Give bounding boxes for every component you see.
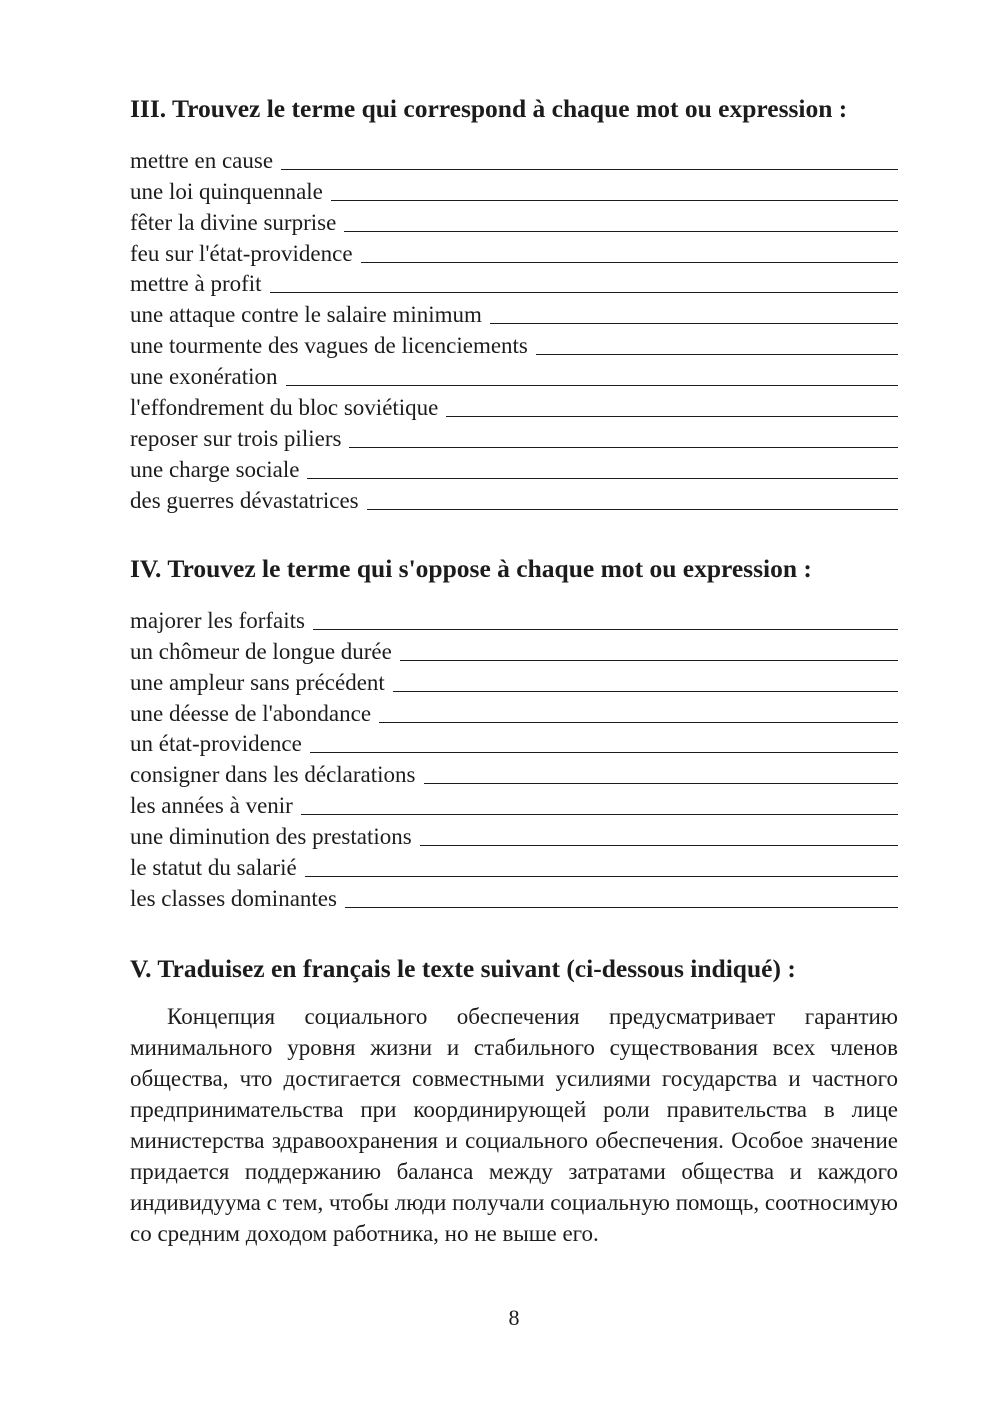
exercise-item <box>130 484 898 515</box>
exercise-item <box>130 206 898 237</box>
exercise-item <box>130 391 898 422</box>
translation-paragraph: Концепция социального обеспечения предусматривает гарантию минимального уровня жизни и стабильного существования всех членов общества, что достигается совместными усилиями государства и частного предпринимательства при координирующей роли правительства в лице министерства здравоохранения и социального обеспечения. Особое значение придается поддержанию баланса между затратами общества и каждого индивидуума с тем, чтобы люди получали социальную помощь, соотносимую со средним доходом работника, но не выше его. <box>130 1004 898 1246</box>
exercise-term: les classes dominantes <box>130 885 337 911</box>
section-5-heading: V. Traduisez en français le texte suivant (ci-dessous indiqué) : <box>130 954 796 983</box>
exercise-term: une attaque contre le salaire minimum <box>130 302 482 328</box>
exercise-term: une diminution des prestations <box>130 824 412 850</box>
exercise-item <box>130 789 898 820</box>
answer-blank-line[interactable] <box>379 722 898 723</box>
answer-blank-line[interactable] <box>400 660 898 661</box>
answer-blank-line[interactable] <box>349 447 898 448</box>
exercise-term: feu sur l'état-providence <box>130 240 353 266</box>
answer-blank-line[interactable] <box>281 169 898 170</box>
exercise-item <box>130 666 898 697</box>
answer-blank-line[interactable] <box>331 200 898 201</box>
answer-blank-line[interactable] <box>393 691 898 692</box>
answer-blank-line[interactable] <box>307 478 898 479</box>
exercise-item <box>130 697 898 728</box>
exercise-term: une loi quinquennale <box>130 178 323 204</box>
exercise-term: une charge sociale <box>130 456 300 482</box>
answer-blank-line[interactable] <box>367 509 898 510</box>
answer-blank-line[interactable] <box>286 385 898 386</box>
exercise-term: mettre à profit <box>130 271 262 297</box>
section-4-list <box>130 604 898 913</box>
section-3-list <box>130 144 898 515</box>
exercise-term: un chômeur de longue durée <box>130 638 392 664</box>
exercise-item <box>130 237 898 268</box>
answer-blank-line[interactable] <box>536 354 898 355</box>
exercise-term: mettre en cause <box>130 147 274 173</box>
exercise-term: des guerres dévastatrices <box>130 487 359 513</box>
exercise-term: reposer sur trois piliers <box>130 425 342 451</box>
exercise-term: une ampleur sans précédent <box>130 669 385 695</box>
exercise-term: une tourmente des vagues de licenciements <box>130 333 528 359</box>
exercise-term: un état-providence <box>130 731 302 757</box>
exercise-term: majorer les forfaits <box>130 607 305 633</box>
answer-blank-line[interactable] <box>446 416 898 417</box>
exercise-item <box>130 298 898 329</box>
exercise-item <box>130 360 898 391</box>
exercise-item <box>130 728 898 759</box>
exercise-item <box>130 144 898 175</box>
exercise-item <box>130 851 898 882</box>
exercise-item <box>130 422 898 453</box>
page-number: 8 <box>508 1305 520 1330</box>
answer-blank-line[interactable] <box>345 907 898 908</box>
exercise-item <box>130 635 898 666</box>
exercise-item <box>130 453 898 484</box>
exercise-item <box>130 268 898 299</box>
exercise-term: consigner dans les déclarations <box>130 762 416 788</box>
section-4-heading: IV. Trouvez le terme qui s'oppose à chaque mot ou expression : <box>130 554 812 583</box>
answer-blank-line[interactable] <box>313 629 898 630</box>
exercise-item <box>130 758 898 789</box>
section-3-heading: III. Trouvez le terme qui correspond à chaque mot ou expression : <box>130 94 848 123</box>
exercise-item <box>130 175 898 206</box>
answer-blank-line[interactable] <box>424 783 899 784</box>
answer-blank-line[interactable] <box>361 262 898 263</box>
answer-blank-line[interactable] <box>490 323 898 324</box>
exercise-item <box>130 820 898 851</box>
exercise-term: l'effondrement du bloc soviétique <box>130 395 439 421</box>
exercise-term: le statut du salarié <box>130 855 297 881</box>
exercise-term: fêter la divine surprise <box>130 209 337 235</box>
exercise-item <box>130 604 898 635</box>
answer-blank-line[interactable] <box>420 845 898 846</box>
answer-blank-line[interactable] <box>310 752 898 753</box>
answer-blank-line[interactable] <box>301 814 898 815</box>
exercise-term: une exonération <box>130 364 278 390</box>
answer-blank-line[interactable] <box>344 231 898 232</box>
exercise-item <box>130 882 898 913</box>
exercise-term: une déesse de l'abondance <box>130 700 372 726</box>
answer-blank-line[interactable] <box>270 292 898 293</box>
answer-blank-line[interactable] <box>305 876 898 877</box>
exercise-item <box>130 329 898 360</box>
exercise-term: les années à venir <box>130 793 293 819</box>
